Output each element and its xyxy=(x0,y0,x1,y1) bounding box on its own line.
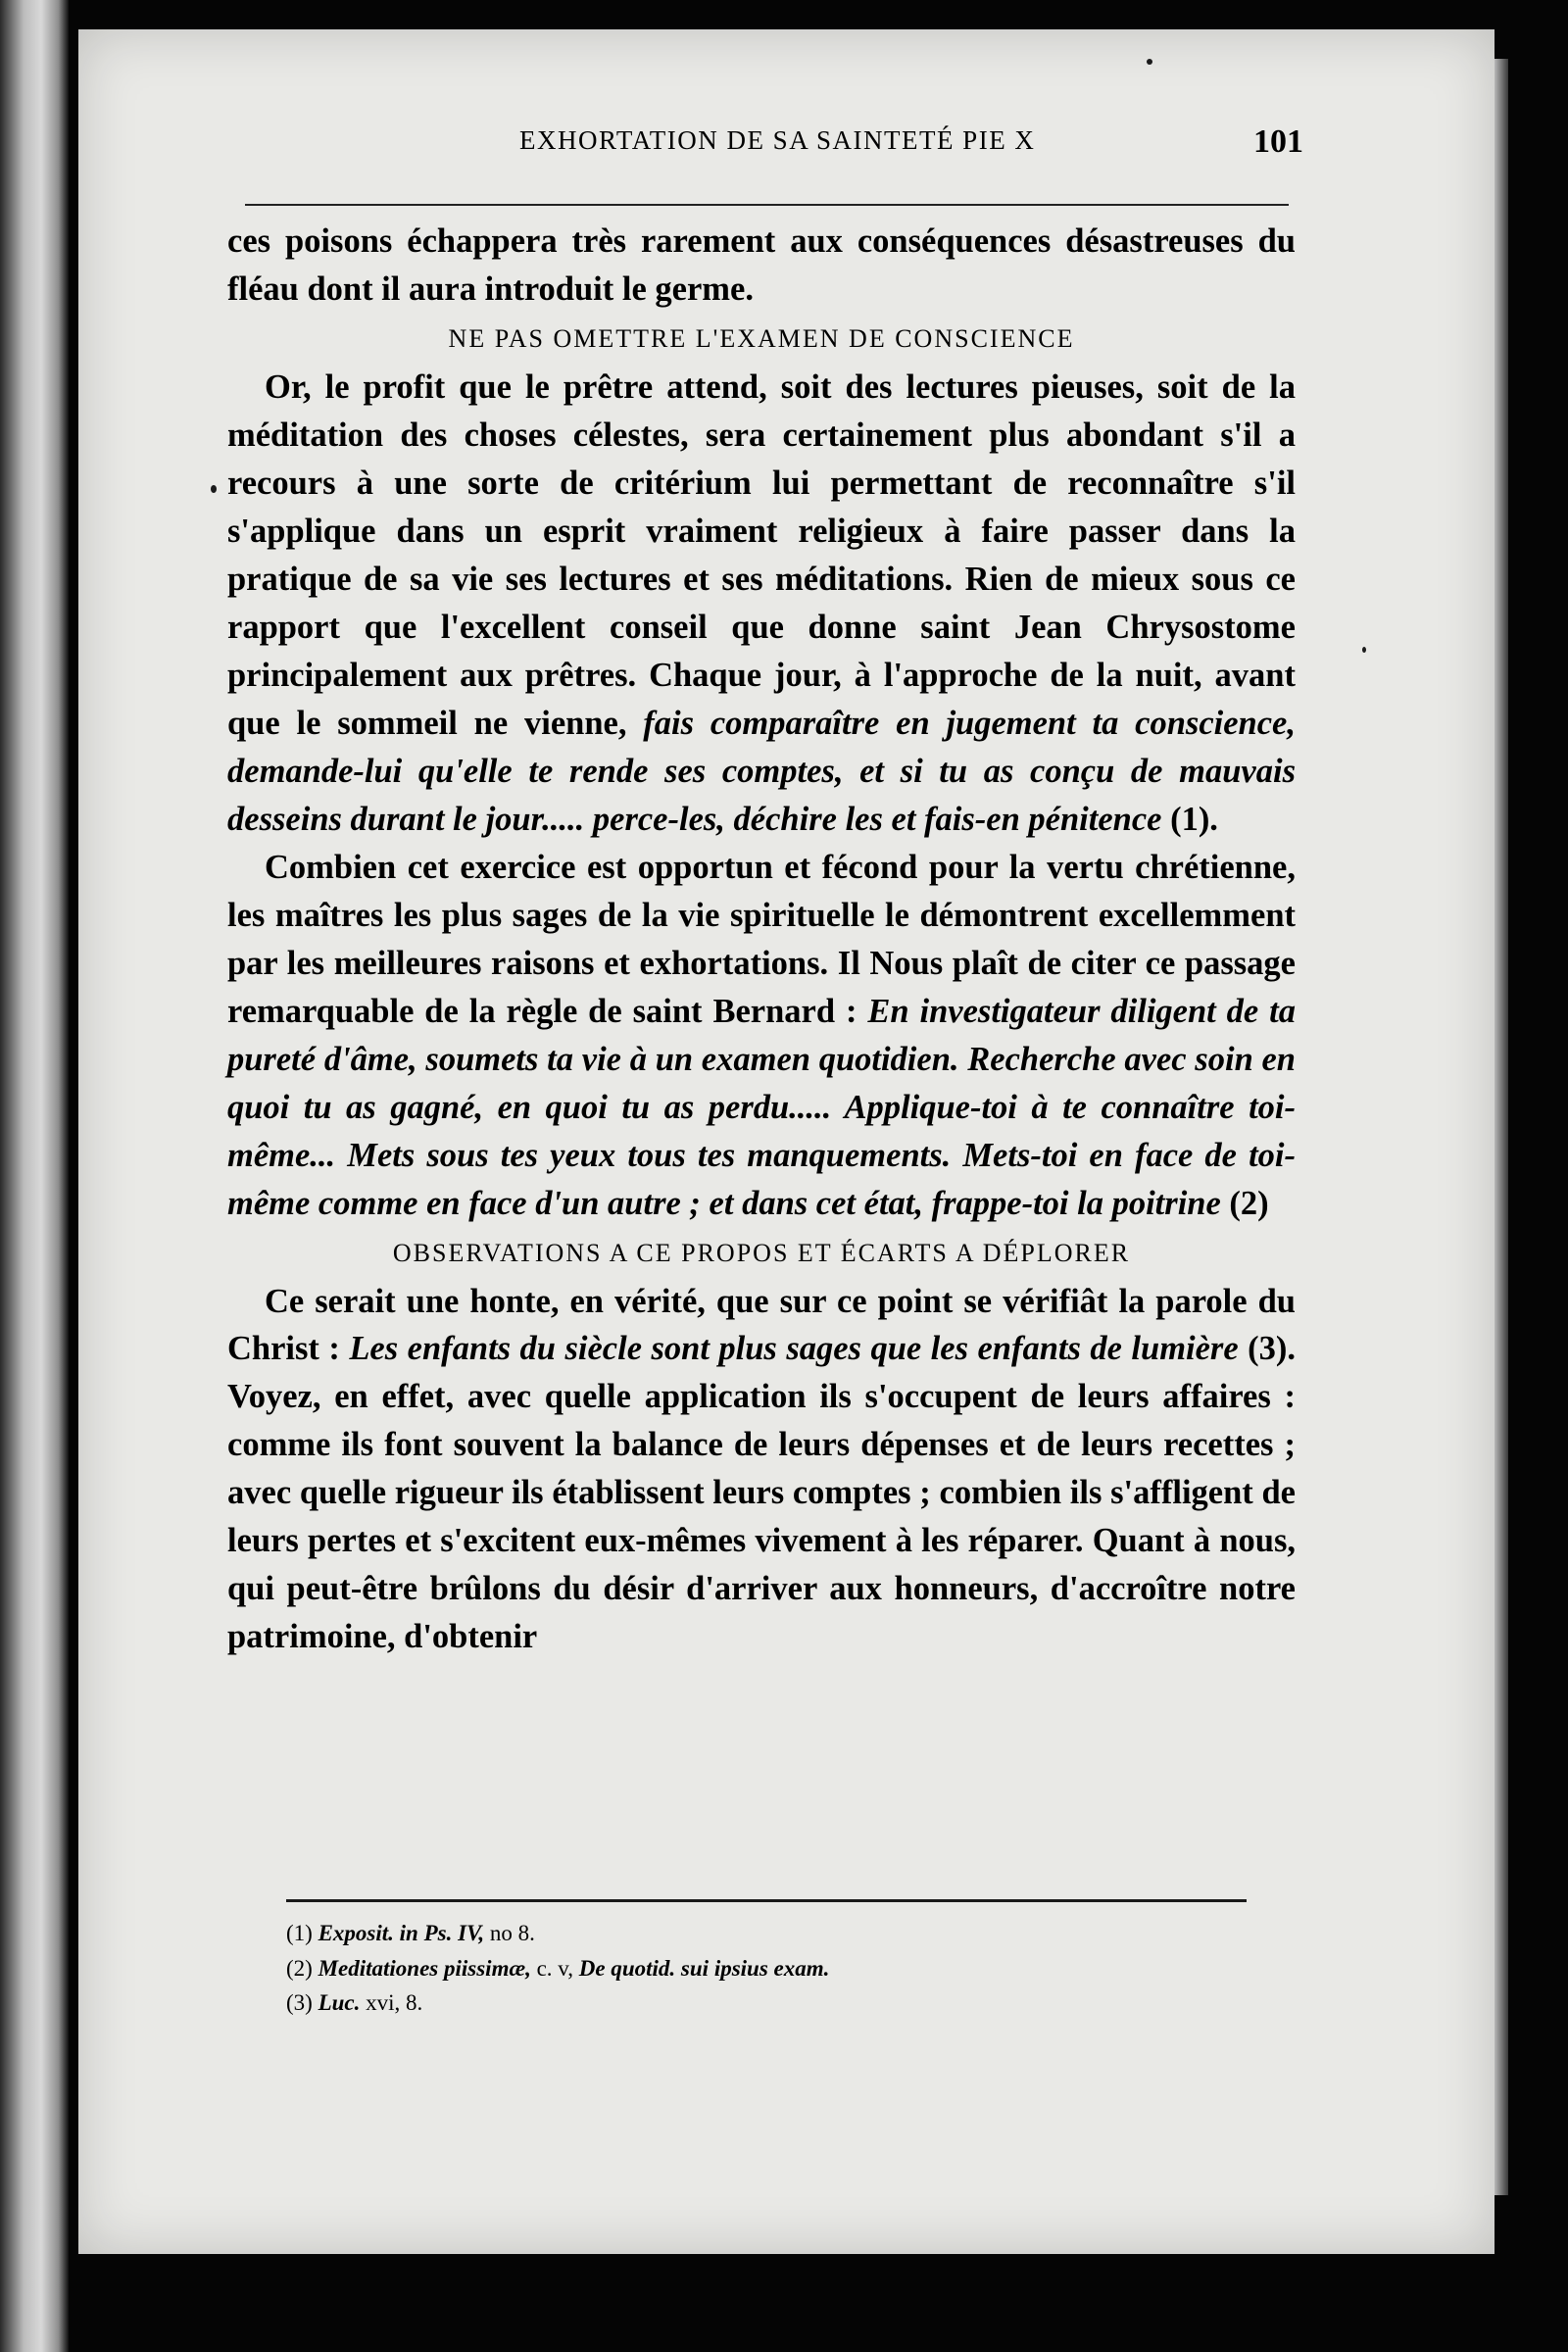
footnote-reference: Exposit. in Ps. IV, xyxy=(318,1921,485,1945)
paragraph-continued: ces poisons échappera très rarement aux conséquences désastreuses du fléau dont il aura introduit le germe. xyxy=(227,222,1296,308)
footnote-reference: Luc. xyxy=(318,1990,361,2016)
footnote-text: no 8. xyxy=(484,1921,535,1945)
quotation: fais comparaître en jugement ta conscience, demande-lui qu'elle te rende ses comptes, et si tu as conçu de mauvais desseins durant le jour..... perce-les, déchire les et fais-en pénitence xyxy=(227,704,1296,838)
body-text xyxy=(227,218,1296,1661)
footnote-reference: Meditationes piissimæ, xyxy=(318,1955,531,1981)
page-number: 101 xyxy=(1253,123,1303,160)
section-heading: NE PAS OMETTRE L'EXAMEN DE CONSCIENCE xyxy=(448,323,1075,353)
footnote-number: (1) xyxy=(286,1921,313,1945)
footnote xyxy=(286,1985,1266,2021)
footnote xyxy=(286,1916,1266,1951)
paragraph xyxy=(227,1278,1296,1662)
footnote-text: c. v, xyxy=(530,1955,579,1981)
footnote-number: (2) xyxy=(286,1955,313,1981)
quotation: Les enfants du siècle sont plus sages que les enfants de lumière xyxy=(349,1330,1239,1368)
paragraph-text: (3). Voyez, en effet, avec quelle application ils s'occupent de leurs affaires : comme ils font souvent la balance de leurs dépenses et de leurs recettes ; avec quelle rigueur ils établissent leurs comptes ; combien ils s'affligent de leurs pertes et s'excitent eux-mêmes vivement à les réparer. Quant à nous, qui peut-être brûlons du désir d'arriver aux honneurs, d'accroître notre patrimoine, d'obtenir xyxy=(227,1330,1296,1656)
quotation: En investigateur diligent de ta pureté d'âme, soumets ta vie à un examen quotidien. Recherche avec soin en quoi tu as gagné, en quoi tu as perdu..... Applique-toi à te connaître toi-même... Mets sous tes yeux tous tes manquements. Mets-toi en face de toi-même comme en face d'un autre ; et dans cet état, frappe-toi la poitrine xyxy=(227,992,1297,1222)
adjacent-page-edge xyxy=(0,0,69,2352)
running-title: EXHORTATION DE SA SAINTETÉ PIE X xyxy=(519,125,1036,155)
section-heading: OBSERVATIONS A CE PROPOS ET ÉCARTS A DÉPLORER xyxy=(392,1238,1131,1267)
footnote-rule xyxy=(286,1899,1247,1902)
footnote-text: xvi, 8. xyxy=(360,1990,423,2016)
page-side-shadow xyxy=(1494,59,1508,2195)
paragraph-text: Ce serait une honte, en vérité, que sur ce point se vérifiât la parole du Christ : xyxy=(227,1282,1296,1368)
footnote xyxy=(286,1951,1266,1986)
page-header xyxy=(245,125,1303,184)
paragraph-text: Or, le profit que le prêtre attend, soit des lectures pieuses, soit de la méditation des choses célestes, sera certainement plus abondant s'il a recours à une sorte de critérium lui permettant de reconnaître s'il s'applique dans un esprit vraiment religieux à faire passer dans la pratique de sa vie ses lectures et ses méditations. Rien de mieux sous ce rapport que l'excellent conseil que donne saint Jean Chrysostome principalement aux prêtres. Chaque jour, à l'approche de la nuit, avant que le sommeil ne vienne, xyxy=(227,368,1296,742)
paragraph xyxy=(227,364,1296,844)
footnote-number: (3) xyxy=(286,1990,313,2016)
footnote-reference: De quotid. sui ipsius exam. xyxy=(578,1955,830,1981)
footnotes xyxy=(286,1916,1266,2021)
ink-speck xyxy=(1147,59,1152,65)
ink-speck xyxy=(1362,647,1366,653)
note-ref: (1). xyxy=(1161,800,1218,838)
paragraph-text: Combien cet exercice est opportun et fécond pour la vertu chrétienne, les maîtres les plus sages de la vie spirituelle le démontrent excellemment par les meilleures raisons et exhortations. Il Nous plaît de citer ce passage remarquable de la règle de saint Bernard : xyxy=(227,848,1296,1030)
note-ref: (2) xyxy=(1220,1184,1269,1222)
header-rule xyxy=(245,204,1289,206)
ink-speck xyxy=(211,485,217,493)
paragraph xyxy=(227,844,1296,1228)
